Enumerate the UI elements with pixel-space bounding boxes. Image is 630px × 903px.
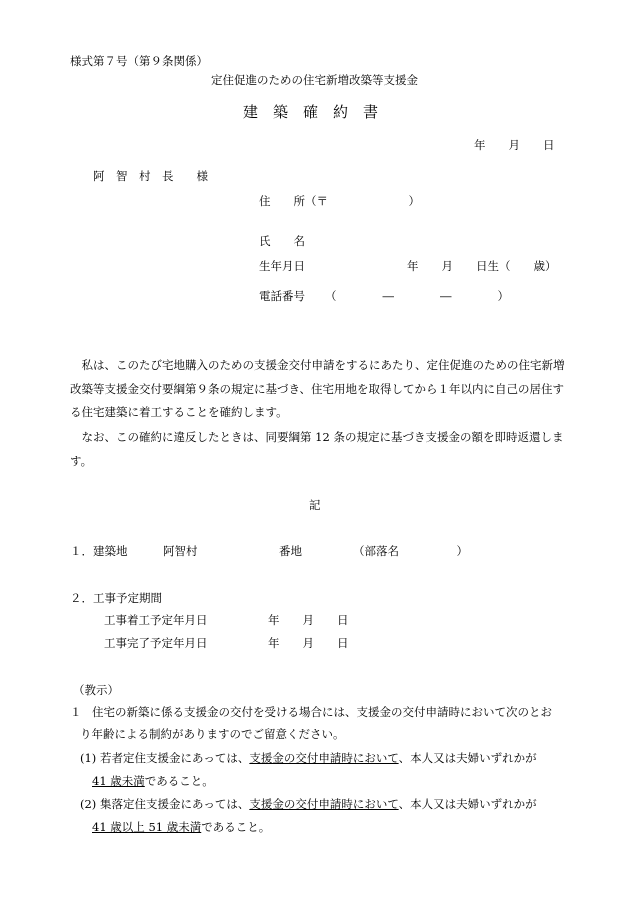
start-date-fields: 年 月 日 (268, 613, 349, 627)
note-sub-1-text-b: 、本人又は夫婦いずれかが (398, 751, 537, 765)
phone-fields: （ ― ― ） (325, 289, 509, 303)
note-sub-1-underline-timing: 支援金の交付申請時において (249, 751, 399, 765)
birthdate-fields: 年 月 日生（ 歳） (407, 259, 557, 273)
note-sub-2-underline-age: 41 歳以上 51 歳未満 (92, 820, 202, 834)
note-sub-1-number: (1) (80, 751, 97, 765)
note-sub-2-text-a: 集落定住支援金にあっては、 (99, 797, 250, 811)
address-field: 住 所（〒 ） (259, 194, 420, 208)
notes-heading: （教示） (73, 683, 119, 697)
note-sub-1-underline-age: 41 歳未満 (92, 774, 145, 788)
name-field: 氏 名 (259, 234, 305, 248)
schedule-label: ２．工事予定期間 (70, 591, 162, 605)
date-line: 年 月 日 (474, 138, 555, 152)
violation-paragraph: なお、この確約に違反したときは、同要綱第 12 条の規定に基づき支援金の額を即時返還します。 (70, 430, 564, 468)
site-village: 阿智村 (163, 544, 198, 558)
end-date-fields: 年 月 日 (268, 636, 349, 650)
note-sub-2 (80, 798, 537, 812)
note-sub-2-number: (2) (80, 797, 97, 811)
note-1-number: １ (70, 705, 82, 719)
ki-heading: 記 (309, 498, 321, 512)
note-sub-2-text-c: であること。 (201, 820, 271, 834)
pledge-paragraph: 私は、このたび宅地購入のための支援金交付申請をするにあたり、定住促進のための住宅新増改築等支援金交付要綱第９条の規定に基づき、住宅用地を取得してから１年以内に自己の居住する住宅建築に着工することを確約します。 (70, 358, 565, 419)
phone-label: 電話番号 (259, 289, 305, 303)
note-sub-2-underline-timing: 支援金の交付申請時において (249, 797, 399, 811)
note-1-line-2: り年齢による制約がありますのでご留意ください。 (80, 727, 345, 741)
note-sub-2-text-b: 、本人又は夫婦いずれかが (398, 797, 537, 811)
site-buraku: （部落名 ） (353, 544, 468, 558)
note-sub-1-text-c: であること。 (144, 774, 214, 788)
note-sub-1-cont (92, 775, 214, 789)
addressee: 阿 智 村 長 様 (93, 169, 208, 183)
note-1-line-1: 住宅の新築に係る支援金の交付を受ける場合には、支援金の交付申請時において次のとお (92, 705, 552, 719)
birthdate-label: 生年月日 (259, 259, 305, 273)
end-date-label: 工事完了予定年月日 (104, 636, 208, 650)
form-number: 様式第７号（第９条関係） (70, 54, 208, 68)
note-sub-1 (80, 752, 537, 766)
start-date-label: 工事着工予定年月日 (104, 613, 208, 627)
note-sub-2-cont (92, 821, 270, 835)
site-label: １．建築地 (70, 544, 128, 558)
site-banchi: 番地 (279, 544, 302, 558)
form-title: 建 築 確 約 書 (243, 103, 379, 121)
note-sub-1-text-a: 若者定住支援金にあっては、 (99, 751, 250, 765)
form-subtitle: 定住促進のための住宅新増改築等支援金 (211, 73, 418, 87)
